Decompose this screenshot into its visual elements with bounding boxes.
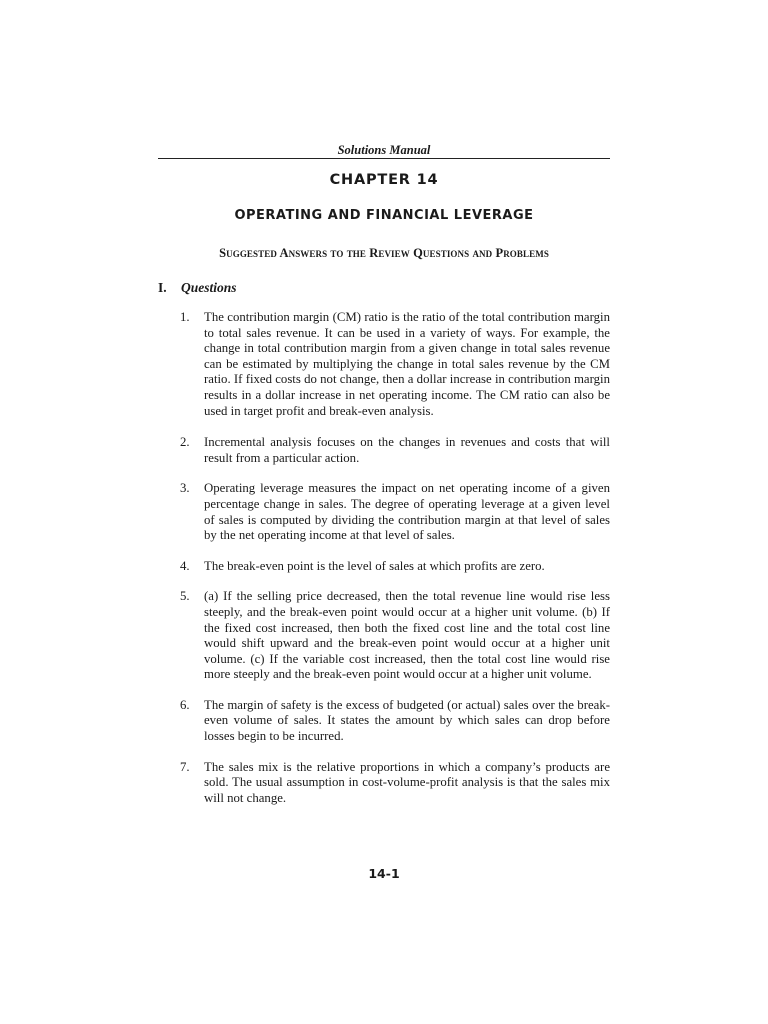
- question-item: [180, 310, 610, 419]
- question-item: [180, 589, 610, 683]
- question-text: The margin of safety is the excess of budgeted (or actual) sales over the break-even volume of sales. It states the amount by which sales can drop before losses begin to be incurred.: [204, 697, 610, 744]
- chapter-label: CHAPTER 14: [329, 172, 439, 188]
- question-item: [180, 559, 610, 575]
- question-item: [180, 698, 610, 745]
- header-rule: [158, 158, 610, 159]
- section-heading: [158, 280, 237, 296]
- question-text: The sales mix is the relative proportions in which a company’s products are sold. The usual assumption in cost-volume-profit analysis is that the sales mix will not change.: [204, 759, 610, 805]
- question-text: The break-even point is the level of sales at which profits are zero.: [204, 558, 545, 573]
- question-number: 1.: [180, 310, 190, 324]
- section-number: I.: [158, 280, 167, 295]
- question-item: [180, 435, 610, 466]
- question-number: 7.: [180, 759, 190, 774]
- question-item: [180, 760, 610, 807]
- question-text: The contribution margin (CM) ratio is the ratio of the total contribution margin to total sales revenue. It can be used in a variety of ways. For example, the change in total contribution margin from a given change in total sales revenue can be estimated by multiplying the change in total sales revenue by the CM ratio. If fixed costs do not change, then a dollar increase in contribution margin results in a dollar increase in net operating income. The CM ratio can also be used in target profit and break-even analysis.: [204, 310, 610, 418]
- question-number: 2.: [180, 435, 190, 450]
- question-text: Incremental analysis focuses on the changes in revenues and costs that will result from a particular action.: [204, 435, 610, 465]
- chapter-subtitle: Suggested Answers to the Review Questions and Problems: [219, 246, 549, 260]
- running-header: Solutions Manual: [337, 143, 431, 157]
- question-item: [180, 481, 610, 543]
- question-text: (a) If the selling price decreased, then the total revenue line would rise less steeply, and the break-even point would occur at a higher unit volume. (b) If the fixed cost increased, then both the fixed cost line and the total cost line would shift upward and the break-even point would occur at a higher unit volume. (c) If the variable cost increased, then the total cost line would rise more steeply and the break-even point would occur at a higher unit volume.: [204, 589, 610, 682]
- question-number: 5.: [180, 589, 190, 604]
- questions-list: [180, 310, 610, 806]
- section-label: Questions: [181, 280, 237, 295]
- question-number: 3.: [180, 481, 190, 496]
- question-number: 6.: [180, 697, 190, 712]
- question-number: 4.: [180, 558, 190, 573]
- page-number: 14-1: [368, 866, 400, 881]
- chapter-title: OPERATING AND FINANCIAL LEVERAGE: [234, 208, 534, 223]
- question-text: Operating leverage measures the impact on net operating income of a given percentage change in sales. The degree of operating leverage at a given level of sales is computed by dividing the contribution margin at that level of sales by the net operating income at that level of sales.: [204, 481, 610, 543]
